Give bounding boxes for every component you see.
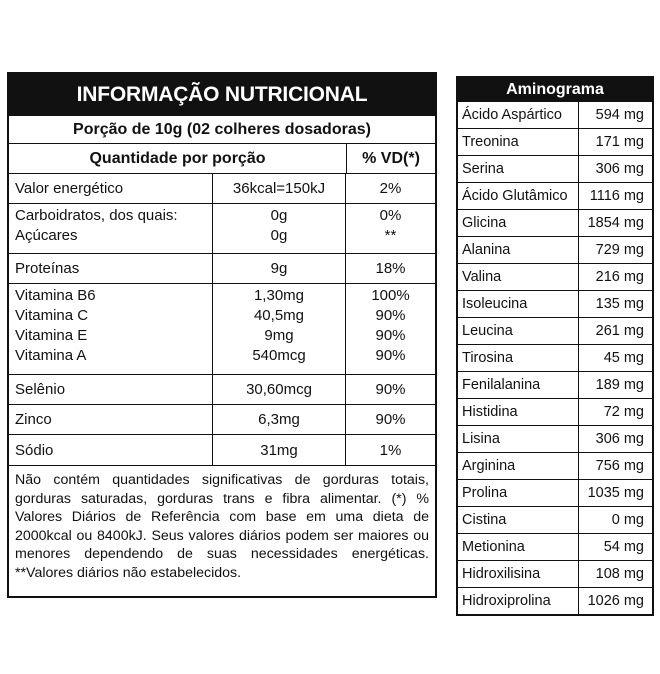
amino-acid-name: Prolina (458, 480, 579, 506)
amino-acid-name: Valina (458, 264, 579, 290)
nutrient-name-cell: Selênio (9, 375, 213, 404)
aminogram-row (458, 317, 652, 344)
amino-acid-name: Alanina (458, 237, 579, 263)
aminogram-row (458, 398, 652, 425)
amino-acid-value: 54 mg (603, 539, 644, 555)
amino-acid-name: Histidina (458, 399, 579, 425)
amino-acid-value: 189 mg (595, 377, 644, 393)
nutrient-amount-cell: 9g (213, 254, 346, 283)
aminogram-row (458, 102, 652, 128)
amino-acid-name: Isoleucina (458, 291, 579, 317)
nutrition-row (9, 204, 435, 254)
amino-acid-value: 306 mg (595, 431, 644, 447)
nutrient-vd-cell (346, 204, 435, 253)
amino-acid-name: Arginina (458, 453, 579, 479)
amino-acid-name: Tirosina (458, 345, 579, 371)
nutrient-amount-cell: 6,3mg (213, 405, 346, 434)
nutrition-header-row (9, 144, 435, 174)
amino-acid-value: 1854 mg (587, 215, 644, 231)
aminogram-row (458, 479, 652, 506)
nutrient-amount: 0g (270, 207, 288, 224)
aminogram-row (458, 155, 652, 182)
aminogram-row (458, 425, 652, 452)
nutrient-vd-cell: 18% (375, 260, 406, 277)
nutrient-name: Açúcares (15, 227, 78, 244)
amino-acid-value: 0 mg (611, 512, 644, 528)
amino-acid-name: Ácido Glutâmico (458, 183, 579, 209)
nutrition-row (9, 375, 435, 405)
aminogram-row (458, 506, 652, 533)
aminogram-row (458, 209, 652, 236)
nutrient-vd: 90% (375, 347, 406, 364)
nutrition-row (9, 284, 435, 375)
nutrition-title: INFORMAÇÃO NUTRICIONAL (9, 74, 435, 116)
nutrient-name: Vitamina C (15, 307, 89, 324)
amino-acid-value: 135 mg (595, 296, 644, 312)
nutrient-vd-cell: 90% (375, 411, 406, 428)
aminogram-title: Aminograma (458, 78, 652, 102)
amino-acid-value: 45 mg (603, 350, 644, 366)
aminogram-row (458, 587, 652, 614)
amino-acid-name: Fenilalanina (458, 372, 579, 398)
nutrition-footnote: Não contém quantidades significativas de gorduras totais, gorduras saturadas, gorduras trans e fibra alimentar. (*) % Valores Diários de Referência com base em uma dieta de 2000kcal ou 8400kJ. Seus valores diários podem ser maiores ou menores dependendo de suas necessidades energéticas. **Valores diários não estabelecidos. (15, 472, 429, 581)
amino-acid-name: Serina (458, 156, 579, 182)
aminogram-row (458, 344, 652, 371)
header-quantity: Quantidade por porção (9, 144, 347, 173)
nutrient-name-cell: Zinco (9, 405, 213, 434)
nutrient-name: Vitamina A (15, 347, 87, 364)
amino-acid-value: 1035 mg (587, 485, 644, 501)
portion-size: Porção de 10g (02 colheres dosadoras) (9, 116, 435, 144)
amino-acid-name: Treonina (458, 129, 579, 155)
nutrient-name-cell (9, 204, 213, 253)
amino-acid-value: 216 mg (595, 269, 644, 285)
nutrient-vd-cell: 2% (379, 180, 402, 197)
nutrient-amount: 0g (270, 227, 288, 244)
amino-acid-name: Lisina (458, 426, 579, 452)
nutrient-amount-cell: 31mg (213, 435, 346, 465)
amino-acid-name: Ácido Aspártico (458, 102, 579, 128)
header-vd: % VD(*) (362, 149, 420, 167)
aminogram-row (458, 236, 652, 263)
aminogram-row (458, 182, 652, 209)
amino-acid-value: 72 mg (603, 404, 644, 420)
amino-acid-name: Metionina (458, 534, 579, 560)
nutrition-table (7, 72, 437, 598)
nutrition-row (9, 405, 435, 435)
aminogram-table (456, 76, 654, 616)
nutrient-name: Vitamina B6 (15, 287, 96, 304)
nutrient-amount-cell (213, 204, 346, 253)
amino-acid-value: 756 mg (595, 458, 644, 474)
nutrition-row (9, 174, 435, 204)
nutrient-name-cell (9, 284, 213, 374)
nutrient-vd: 0% (379, 207, 402, 224)
nutrient-name: Carboidratos, dos quais: (15, 207, 178, 224)
nutrient-amount: 540mcg (252, 347, 306, 364)
nutrient-vd-cell (346, 284, 435, 374)
nutrient-name-cell: Proteínas (9, 254, 213, 283)
amino-acid-value: 171 mg (595, 134, 644, 150)
aminogram-row (458, 128, 652, 155)
nutrient-amount-cell: 36kcal=150kJ (213, 174, 346, 203)
nutrition-rows (9, 174, 435, 466)
amino-acid-value: 594 mg (595, 107, 644, 123)
aminogram-row (458, 290, 652, 317)
nutrient-vd: 90% (375, 327, 406, 344)
amino-acid-name: Cistina (458, 507, 579, 533)
aminogram-row (458, 560, 652, 587)
nutrient-amount: 1,30mg (253, 287, 305, 304)
nutrient-name-cell: Sódio (9, 435, 213, 465)
amino-acid-value: 729 mg (595, 242, 644, 258)
amino-acid-name: Hidroxiprolina (458, 588, 579, 614)
aminogram-row (458, 263, 652, 290)
nutrient-vd: ** (384, 227, 397, 244)
nutrient-amount: 9mg (264, 327, 294, 344)
nutrient-amount-cell (213, 284, 346, 374)
nutrient-name-cell: Valor energético (9, 174, 213, 203)
nutrition-row (9, 254, 435, 284)
nutrient-name: Vitamina E (15, 327, 88, 344)
aminogram-row (458, 533, 652, 560)
aminogram-rows (458, 102, 652, 614)
amino-acid-name: Glicina (458, 210, 579, 236)
amino-acid-name: Leucina (458, 318, 579, 344)
amino-acid-value: 1116 mg (589, 188, 644, 204)
nutrient-vd: 100% (371, 287, 410, 304)
nutrient-vd-cell: 90% (375, 381, 406, 398)
amino-acid-value: 1026 mg (587, 593, 644, 609)
nutrient-amount: 40,5mg (253, 307, 305, 324)
aminogram-row (458, 371, 652, 398)
aminogram-row (458, 452, 652, 479)
amino-acid-name: Hidroxilisina (458, 561, 579, 587)
nutrient-vd: 90% (375, 307, 406, 324)
amino-acid-value: 306 mg (595, 161, 644, 177)
nutrition-row (9, 435, 435, 466)
nutrient-amount-cell: 30,60mcg (213, 375, 346, 404)
amino-acid-value: 108 mg (595, 566, 644, 582)
nutrient-vd-cell: 1% (379, 441, 402, 459)
amino-acid-value: 261 mg (595, 323, 644, 339)
